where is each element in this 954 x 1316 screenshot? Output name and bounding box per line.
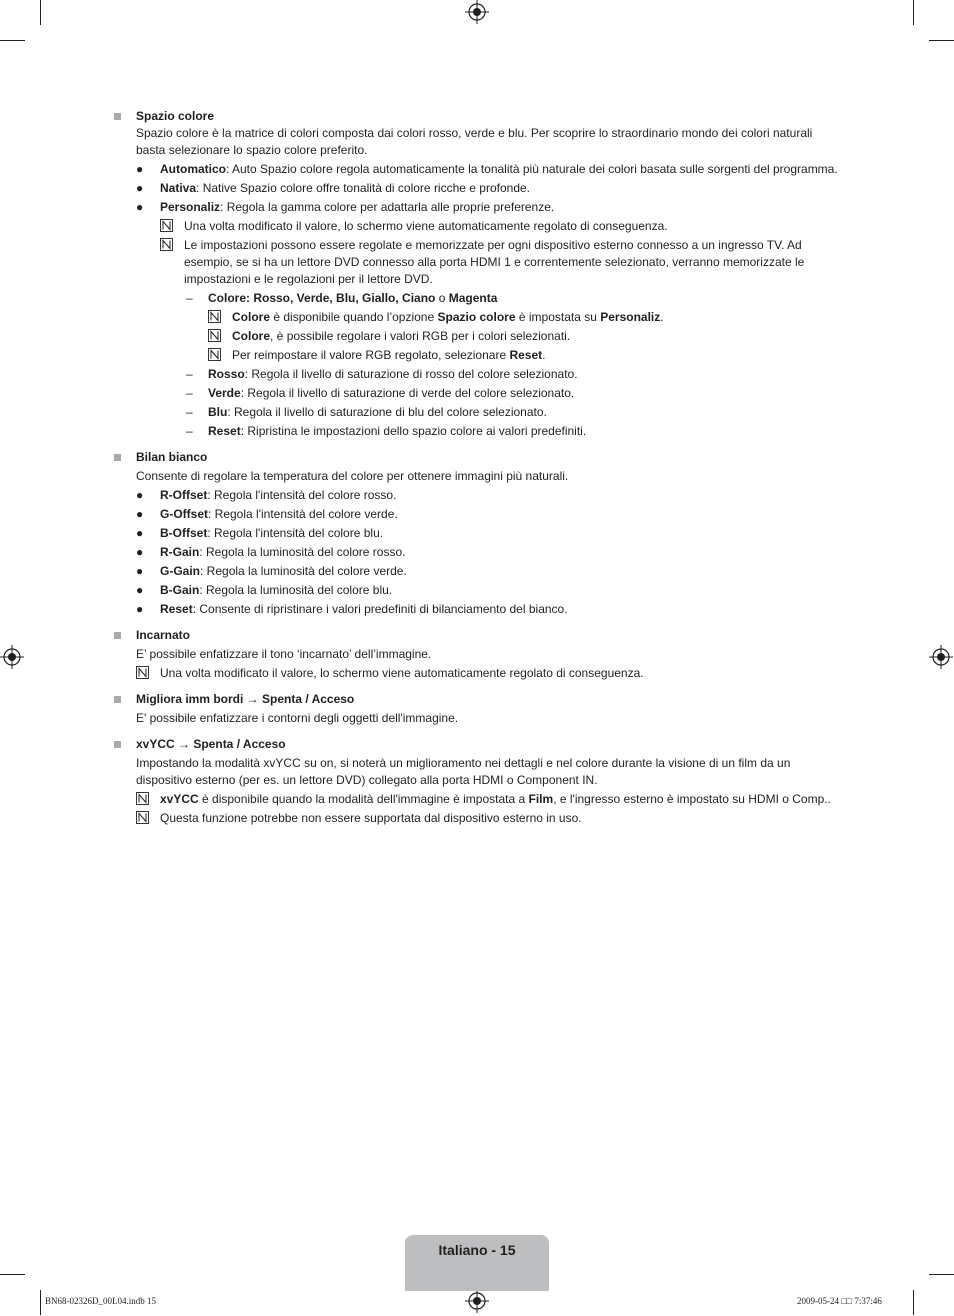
note <box>136 665 844 682</box>
note <box>160 237 844 288</box>
item-label: Magenta <box>448 291 498 305</box>
note-icon <box>208 348 221 361</box>
square-bullet-icon <box>114 113 121 120</box>
sub-item <box>186 366 844 383</box>
item-label: R-Gain <box>160 545 200 559</box>
note-icon <box>208 329 221 342</box>
section-heading: Spazio colore <box>136 109 215 123</box>
dash-icon: – <box>186 405 193 419</box>
bullet-icon: ● <box>136 545 144 559</box>
item-text: o <box>435 291 449 305</box>
note <box>208 309 844 326</box>
list-item <box>136 582 844 599</box>
note-text: , e l'ingresso esterno è impostato su HDMI o Comp.. <box>553 792 831 806</box>
crop-mark <box>913 0 914 25</box>
list-item <box>136 563 844 580</box>
note-bold: Colore <box>232 329 271 343</box>
list-item <box>136 161 844 178</box>
square-bullet-icon <box>114 696 121 703</box>
bullet-icon: ● <box>136 200 144 214</box>
note-text: Una volta modificato il valore, lo schermo viene automaticamente regolato di conseguenza. <box>160 666 644 680</box>
note-icon <box>160 219 173 232</box>
sub-item <box>186 385 844 402</box>
item-label: Nativa <box>160 181 197 195</box>
item-label: Blu <box>208 405 228 419</box>
bullet-icon: ● <box>136 181 144 195</box>
item-text: : Regola l'intensità del colore verde. <box>208 507 398 521</box>
section-heading: Bilan bianco <box>136 450 208 464</box>
item-text: : Regola il livello di saturazione di rosso del colore selezionato. <box>244 367 578 381</box>
registration-mark-icon <box>0 642 27 672</box>
note-text: . <box>660 310 664 324</box>
note <box>160 218 844 235</box>
registration-mark-icon <box>926 642 954 672</box>
list-item <box>136 544 844 561</box>
footer-file-info: BN68-02326D_00L04.indb 15 <box>45 1296 156 1306</box>
item-text: : Regola la gamma colore per adattarla alle proprie preferenze. <box>220 200 555 214</box>
note-icon <box>208 310 221 323</box>
sub-item <box>186 423 844 440</box>
item-text: : Regola l'intensità del colore blu. <box>207 526 384 540</box>
note-icon <box>136 666 149 679</box>
note-bold: xvYCC <box>160 792 199 806</box>
note-text: Una volta modificato il valore, lo schermo viene automaticamente regolato di conseguenza. <box>184 219 668 233</box>
bullet-icon: ● <box>136 583 144 597</box>
note-bold: Reset <box>509 348 543 362</box>
note-bold: Colore <box>232 310 271 324</box>
bullet-icon: ● <box>136 564 144 578</box>
section-description: Impostando la modalità xvYCC su on, si noterà un miglioramento nei dettagli e nel colore durante la visione di un film da un dispositivo esterno (per es. un lettore DVD) collegato alla porta HDMI o Component IN. <box>136 756 791 787</box>
item-text: : Ripristina le impostazioni dello spazio colore ai valori predefiniti. <box>240 424 587 438</box>
note <box>208 328 844 345</box>
section-incarnato <box>114 627 844 682</box>
dash-icon: – <box>186 424 193 438</box>
item-label: Reset <box>208 424 241 438</box>
item-text: : Regola la luminosità del colore blu. <box>199 583 393 597</box>
item-label: R-Offset <box>160 488 208 502</box>
item-text: : Regola il livello di saturazione di blu del colore selezionato. <box>227 405 547 419</box>
section-heading: Migliora imm bordi → Spenta / Acceso <box>136 692 355 706</box>
section-heading: Incarnato <box>136 628 191 642</box>
section-bilan-bianco <box>114 449 844 618</box>
note-bold: Personaliz <box>600 310 661 324</box>
note-icon <box>136 811 149 824</box>
note-text: Le impostazioni possono essere regolate e memorizzate per ogni dispositivo esterno connesso a un ingresso TV. Ad esempio, se si ha un lettore DVD connesso alla porta HDMI 1 e correntemente selezionato, verranno memorizzate le impostazioni e le regolazioni per il lettore DVD. <box>184 238 805 286</box>
section-spazio-colore <box>114 108 844 440</box>
dash-icon: – <box>186 386 193 400</box>
note-text: è disponibile quando la modalità dell'immagine è impostata a <box>198 792 529 806</box>
crop-mark <box>40 1290 41 1315</box>
item-label: B-Offset <box>160 526 208 540</box>
item-label: Personaliz <box>160 200 221 214</box>
item-label: G-Gain <box>160 564 201 578</box>
square-bullet-icon <box>114 741 121 748</box>
item-text: : Regola il livello di saturazione di verde del colore selezionato. <box>240 386 575 400</box>
section-description: Spazio colore è la matrice di colori composta dai colori rosso, verde e blu. Per scoprire lo straordinario mondo dei colori naturali basta selezionare lo spazio colore preferito. <box>136 126 813 157</box>
square-bullet-icon <box>114 454 121 461</box>
crop-mark <box>0 1274 25 1275</box>
item-label: Automatico <box>160 162 226 176</box>
sub-item <box>186 404 844 421</box>
item-label: Colore: Rosso, Verde, Blu, Giallo, Ciano <box>208 291 436 305</box>
item-text: : Native Spazio colore offre tonalità di colore ricche e profonde. <box>196 181 530 195</box>
list-item <box>136 180 844 197</box>
note-bold: Film <box>528 792 554 806</box>
item-label: G-Offset <box>160 507 208 521</box>
list-item <box>136 506 844 523</box>
note-text: . <box>542 348 546 362</box>
section-heading: xvYCC → Spenta / Acceso <box>136 737 286 751</box>
note-text: , è possibile regolare i valori RGB per i colori selezionati. <box>270 329 571 343</box>
note-icon <box>160 238 173 251</box>
crop-mark <box>913 1290 914 1315</box>
dash-icon: – <box>186 291 193 305</box>
item-text: : Regola l'intensità del colore rosso. <box>207 488 397 502</box>
page-content <box>114 108 844 827</box>
crop-mark <box>0 40 25 41</box>
bullet-icon: ● <box>136 162 144 176</box>
list-item <box>136 525 844 542</box>
section-xvycc <box>114 736 844 827</box>
dash-icon: – <box>186 367 193 381</box>
section-migliora-imm-bordi <box>114 691 844 727</box>
sub-item <box>186 290 844 307</box>
item-label: B-Gain <box>160 583 200 597</box>
item-label: Reset <box>160 602 193 616</box>
item-text: : Consente di ripristinare i valori predefiniti di bilanciamento del bianco. <box>192 602 568 616</box>
bullet-icon: ● <box>136 488 144 502</box>
note-text: è impostata su <box>515 310 601 324</box>
section-description: E’ possibile enfatizzare il tono ‘incarnato’ dell’immagine. <box>136 647 432 661</box>
item-label: Verde <box>208 386 241 400</box>
registration-mark-icon <box>462 0 492 27</box>
crop-mark <box>929 1274 954 1275</box>
section-description: E' possibile enfatizzare i contorni degli oggetti dell'immagine. <box>136 711 459 725</box>
note <box>136 810 844 827</box>
list-item <box>136 487 844 504</box>
note-text: è disponibile quando l’opzione <box>270 310 438 324</box>
bullet-icon: ● <box>136 602 144 616</box>
footer-timestamp: 2009-05-24 □□ 7:37:46 <box>797 1296 882 1306</box>
bullet-icon: ● <box>136 526 144 540</box>
list-item <box>136 199 844 216</box>
bullet-icon: ● <box>136 507 144 521</box>
item-text: : Regola la luminosità del colore rosso. <box>199 545 406 559</box>
crop-mark <box>40 0 41 25</box>
note-icon <box>136 792 149 805</box>
item-label: Rosso <box>208 367 245 381</box>
note <box>136 791 844 808</box>
section-description: Consente di regolare la temperatura del colore per ottenere immagini più naturali. <box>136 469 569 483</box>
item-text: : Auto Spazio colore regola automaticamente la tonalità più naturale dei colori basata sulle sorgenti del programma. <box>226 162 838 176</box>
note <box>208 347 844 364</box>
note-text: Questa funzione potrebbe non essere supportata dal dispositivo esterno in uso. <box>160 811 582 825</box>
crop-mark <box>929 40 954 41</box>
list-item <box>136 601 844 618</box>
note-bold: Spazio colore <box>437 310 516 324</box>
square-bullet-icon <box>114 632 121 639</box>
page-number-label: Italiano - 15 <box>438 1242 516 1258</box>
item-text: : Regola la luminosità del colore verde. <box>200 564 407 578</box>
note-text: Per reimpostare il valore RGB regolato, selezionare <box>232 348 510 362</box>
